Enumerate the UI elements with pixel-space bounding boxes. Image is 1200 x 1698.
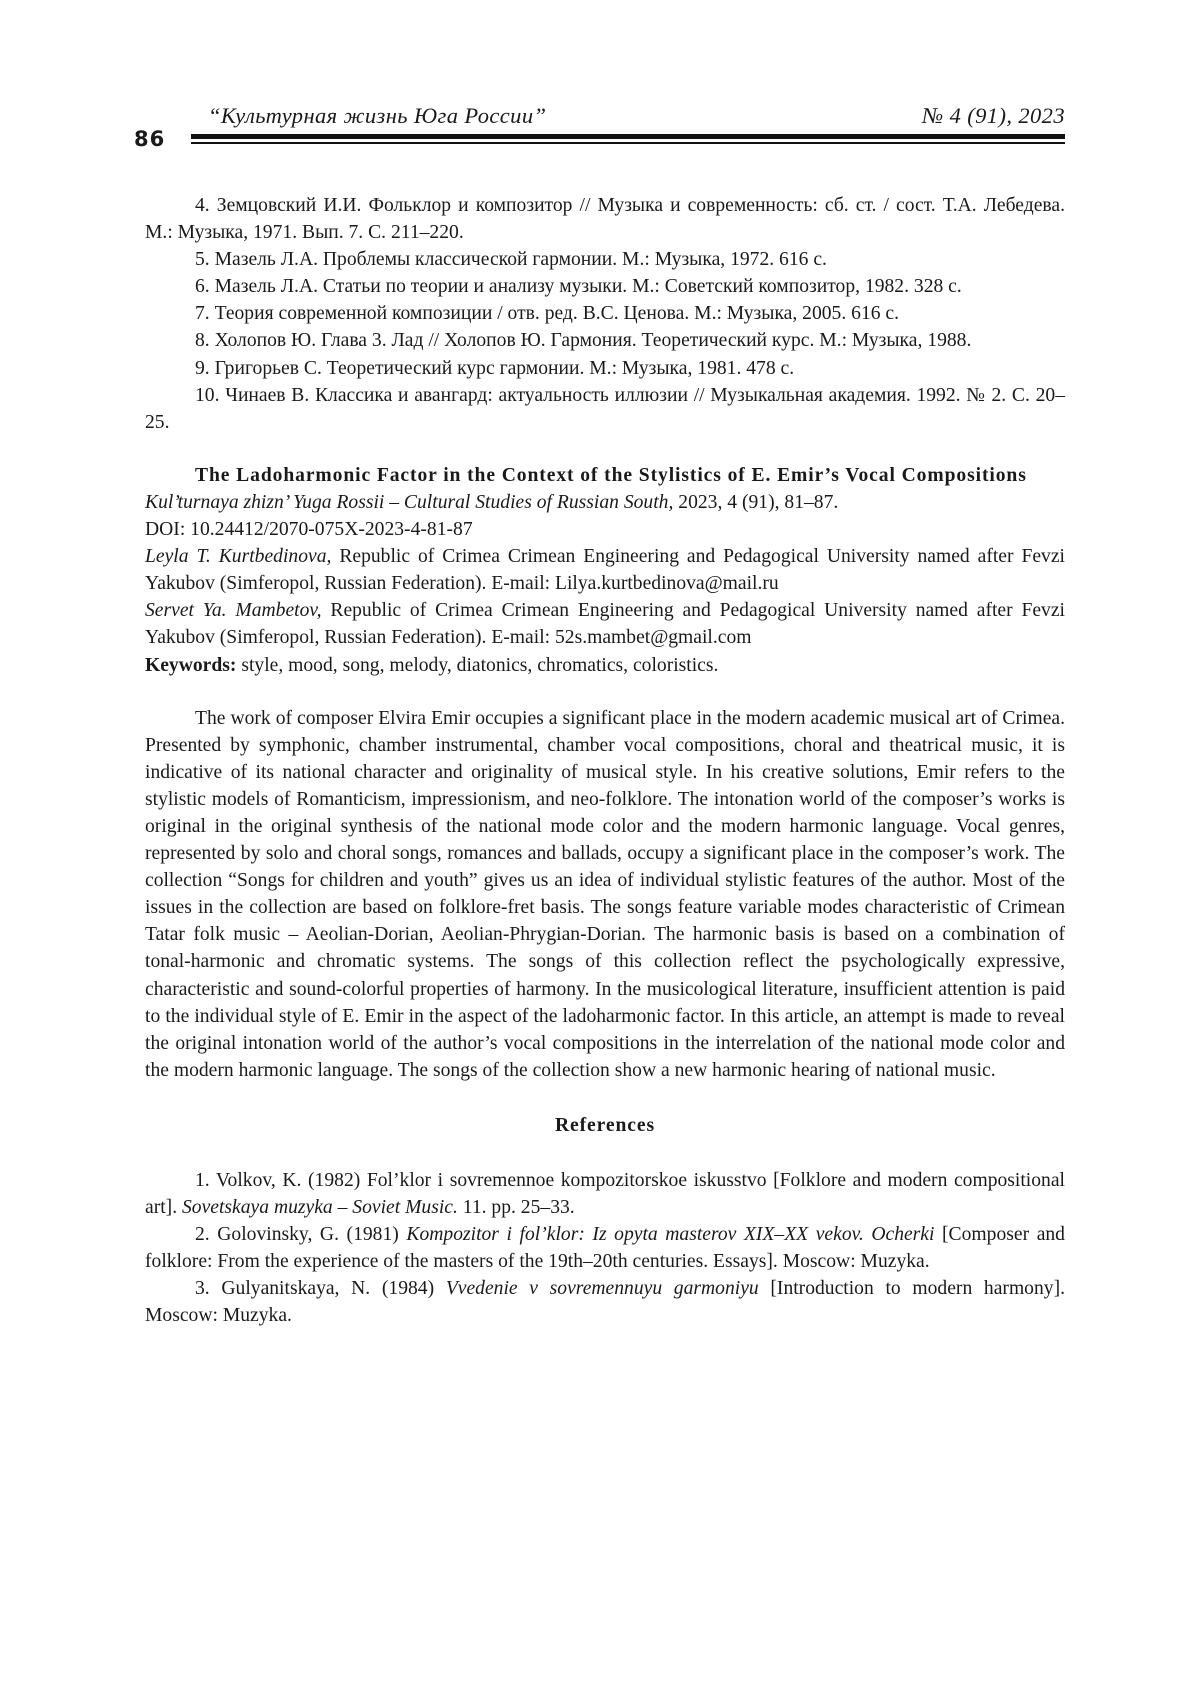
russian-references bbox=[145, 192, 1065, 436]
author-2-affiliation: Republic of Crimea Crimean Engineering and Pedagogical University named after Fevzi Yakubov (Simferopol, Russian Federation). E-mail: 52s.mambet@gmail.com bbox=[145, 600, 1065, 648]
english-abstract bbox=[145, 462, 1065, 1084]
citation-details: 2023, 4 (91), 81–87. bbox=[673, 492, 838, 513]
references-heading: References bbox=[145, 1112, 1065, 1139]
doi: DOI: 10.24412/2070-075X-2023-4-81-87 bbox=[145, 516, 1065, 543]
keywords-label: Keywords: bbox=[145, 655, 236, 676]
reference-item: 5. Мазель Л.А. Проблемы классической гармонии. М.: Музыка, 1972. 616 с. bbox=[145, 246, 1065, 273]
article-title: The Ladoharmonic Factor in the Context of the Stylistics of E. Emir’s Vocal Compositions bbox=[145, 462, 1065, 489]
citation bbox=[145, 489, 1065, 516]
reference-item: 8. Холопов Ю. Глава 3. Лад // Холопов Ю. Гармония. Теоретический курс. М.: Музыка, 1988. bbox=[145, 327, 1065, 354]
journal-page bbox=[0, 0, 1200, 1698]
author-1-affiliation: Republic of Crimea Crimean Engineering and Pedagogical University named after Fevzi Yakubov (Simferopol, Russian Federation). E-mail: Lilya.kurtbedinova@mail.ru bbox=[145, 546, 1065, 594]
author-2-name: Servet Ya. Mambetov, bbox=[145, 600, 322, 621]
reference-item: 10. Чинаев В. Классика и авангард: актуальность иллюзии // Музыкальная академия. 1992. № 2. С. 20–25. bbox=[145, 382, 1065, 436]
author-1-name: Leyla T. Kurtbedinova, bbox=[145, 546, 331, 567]
header-rule-thick bbox=[191, 134, 1065, 139]
references-list bbox=[145, 1167, 1065, 1330]
reference-item: 7. Теория современной композиции / отв. ред. В.С. Ценова. М.: Музыка, 2005. 616 с. bbox=[145, 300, 1065, 327]
reference-item: 2. Golovinsky, G. (1981) Kompozitor i fol’klor: Iz opyta masterov XIX–XX vekov. Ocherki [Composer and folklore: From the experience of the masters of the 19th–20th centuries. Essays]. Moscow: Muzyka. bbox=[145, 1221, 1065, 1275]
reference-item: 9. Григорьев С. Теоретический курс гармонии. М.: Музыка, 1981. 478 с. bbox=[145, 355, 1065, 382]
reference-item: 6. Мазель Л.А. Статьи по теории и анализу музыки. М.: Советский композитор, 1982. 328 с. bbox=[145, 273, 1065, 300]
keywords bbox=[145, 652, 1065, 679]
abstract-text: The work of composer Elvira Emir occupies a significant place in the modern academic musical art of Crimea. Presented by symphonic, chamber instrumental, chamber vocal compositions, choral and theatrical music, it is indicative of its national character and originality of musical style. In his creative solutions, Emir refers to the stylistic models of Romanticism, impressionism, and neo-folklore. The intonation world of the composer’s works is original in the original synthesis of the national mode color and the modern harmonic language. Vocal genres, represented by solo and choral songs, romances and ballads, occupy a significant place in the composer’s work. The collection “Songs for children and youth” gives us an idea of individual stylistic features of the author. Most of the issues in the collection are based on folklore-fret basis. The songs feature variable modes characteristic of Crimean Tatar folk music – Aeolian-Dorian, Aeolian-Phrygian-Dorian. The harmonic basis is based on a combination of tonal-harmonic and chromatic systems. The songs of this collection reflect the psychologically expressive, characteristic and sound-colorful properties of harmony. In the musicological literature, insufficient attention is paid to the individual style of E. Emir in the aspect of the ladoharmonic factor. In this article, an attempt is made to reveal the original intonation world of the author’s vocal compositions in the interrelation of the national mode color and the modern harmonic language. The songs of the collection show a new harmonic hearing of national music. bbox=[145, 705, 1065, 1084]
author-2 bbox=[145, 597, 1065, 651]
header-rule-thin bbox=[191, 142, 1065, 144]
reference-item: 3. Gulyanitskaya, N. (1984) Vvedenie v sovremennuyu garmoniyu [Introduction to modern harmony]. Moscow: Muzyka. bbox=[145, 1275, 1065, 1329]
issue-label: № 4 (91), 2023 bbox=[922, 103, 1065, 129]
keywords-list: style, mood, song, melody, diatonics, chromatics, coloristics. bbox=[236, 655, 718, 676]
reference-item: 1. Volkov, K. (1982) Fol’klor i sovremennoe kompozitorskoe iskusstvo [Folklore and modern compositional art]. Sovetskaya muzyka – Soviet Music. 11. pp. 25–33. bbox=[145, 1167, 1065, 1221]
author-1 bbox=[145, 543, 1065, 597]
page-number: 86 bbox=[134, 127, 165, 151]
reference-item: 4. Земцовский И.И. Фольклор и композитор // Музыка и современность: сб. ст. / сост. Т.А. Лебедева. М.: Музыка, 1971. Вып. 7. С. 211–220. bbox=[145, 192, 1065, 246]
page-body bbox=[145, 192, 1065, 1330]
citation-journal: Kul’turnaya zhizn’ Yuga Rossii – Cultural Studies of Russian South, bbox=[145, 492, 673, 513]
journal-running-title: “Культурная жизнь Юга России” bbox=[208, 103, 546, 129]
